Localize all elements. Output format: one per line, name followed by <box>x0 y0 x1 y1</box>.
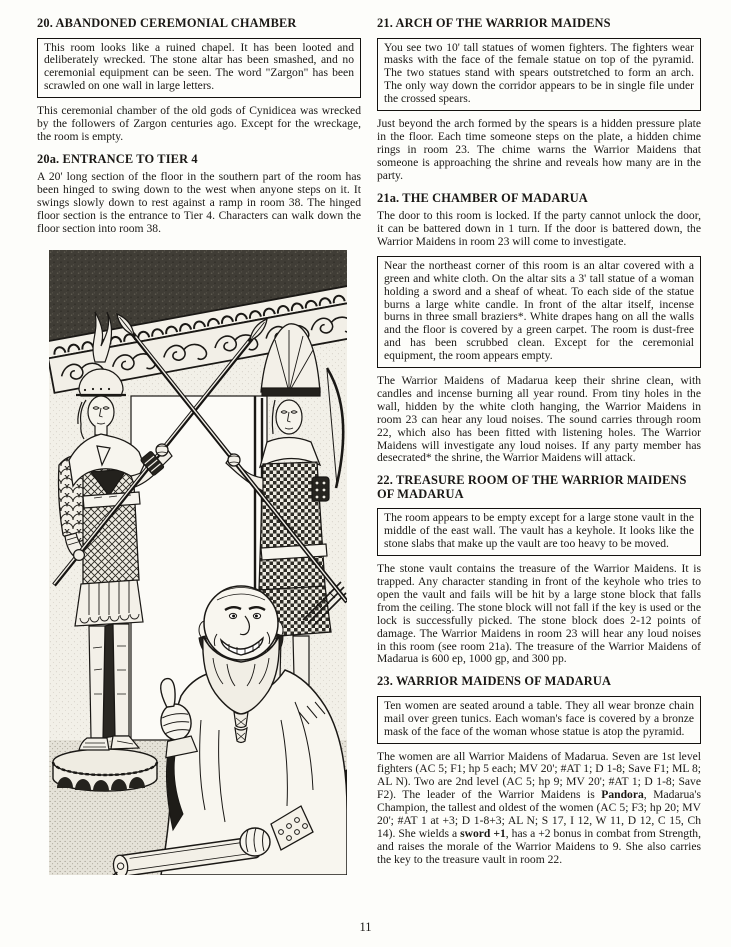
boxed-text: Near the northeast corner of this room is an altar covered with a green and white cloth. On the altar sits a 3' tall statue of a woman holding a sword and a sheaf of wheat. To each side of the statue burns a large white candle. In front of the altar itself, incense burns in three small braziers*. White drapes hang on all the walls and the floor is covered by a green carpet. The room is dust-free and has been scrubbed clean. Except for the ceremonial equipment, the room appears empty. <box>384 258 694 363</box>
section-heading-22: 22. TREASURE ROOM OF THE WARRIOR MAIDENS OF MADARUA <box>377 473 687 501</box>
left-column <box>37 16 361 875</box>
paragraph: The door to this room is locked. If the party cannot unlock the door, it can be battered down in 1 turn. If the door is battered down, the Warrior Maidens in room 23 will come to investigate. <box>377 209 701 248</box>
boxed-text: This room looks like a ruined chapel. It has been looted and deliberately wrecked. The stone altar has been smashed, and no ceremonial equipment can be seen. The word "Zargon" has been scrawled on one wall in large letters. <box>44 40 354 93</box>
boxed-read-aloud-20 <box>37 38 361 99</box>
paragraph: The stone vault contains the treasure of the Warrior Maidens. It is trapped. Any character standing in front of the keyhole who tries to open the vault and fails will be hit by a large stone block that falls from the ceiling. The stone block will not fall if the key is used or the lock is successfully picked. The stone block does 2-12 points of damage. The Warrior Maidens in room 23 will hear any loud noises in this room (see room 21a). The treasure of the Warrior Maidens of Madarua is 600 ep, 1000 gp, and 300 pp. <box>377 562 701 666</box>
paragraph: Just beyond the arch formed by the spears is a hidden pressure plate in the floor. Each time someone steps on the plate, a hidden chime rings in room 23. The chime warns the Warrior Maidens that someone is approaching the shrine and reveals how many are in the party. <box>377 117 701 182</box>
paragraph: A 20' long section of the floor in the southern part of the room has been hinged to swing down to the west when anyone steps on it. It swings slowly down to rest against a ramp in room 38. The hinged floor section is the entrance to Tier 4. Characters can walk down the floor section into room 38. <box>37 170 361 235</box>
illustration-warrior-maiden-arch <box>49 250 347 875</box>
section-heading-21a: 21a. THE CHAMBER OF MADARUA <box>377 190 588 205</box>
boxed-read-aloud-21 <box>377 38 701 112</box>
paragraph: The women are all Warrior Maidens of Madarua. Seven are 1st level fighters (AC 5; F1; hp 5 each; MV 20'; #AT 1; D 1-8; Save F1; ML 8; AL N). Two are 2nd level (AC 5; hp 9; MV 20'; #AT 1; D 1-8; Save F2). The leader of the Warrior Maidens is Pandora, Madarua's Champion, the tallest and oldest of the women (AC 5; F3; hp 20; MV 20'; #AT 1 at +3; D 1-8+3; AL N; S 17, I 12, W 11, D 12, C 15, Ch 14). She wields a sword +1, has a +2 bonus in combat from Strength, and raises the morale of the Warrior Maidens to 9. She also carries the key to the treasure vault in room 22. <box>377 749 702 866</box>
page-number: 11 <box>359 920 372 934</box>
right-column <box>377 16 701 875</box>
section-heading-20a: 20a. ENTRANCE TO TIER 4 <box>37 151 198 166</box>
boxed-text: The room appears to be empty except for a large stone vault in the middle of the east wall. The vault has a keyhole. It looks like the stone slabs that make up the vault are too heavy to be moved. <box>384 511 694 551</box>
section-heading-23: 23. WARRIOR MAIDENS OF MADARUA <box>377 674 612 689</box>
paragraph: This ceremonial chamber of the old gods of Cynidicea was wrecked by the followers of Zargon centuries ago. Except for the wreckage, the room is empty. <box>37 104 361 143</box>
boxed-read-aloud-21a <box>377 256 701 368</box>
boxed-read-aloud-23 <box>377 696 701 744</box>
boxed-text: Ten women are seated around a table. They all wear bronze chain mail over green tunics. Each woman's face is covered by a bronze mask of the face of the woman whose statue is atop the pyramid. <box>384 698 694 738</box>
section-heading-20: 20. ABANDONED CEREMONIAL CHAMBER <box>37 16 297 30</box>
section-heading-21: 21. ARCH OF THE WARRIOR MAIDENS <box>377 16 611 30</box>
statue-pedestal <box>53 749 157 791</box>
paragraph: The Warrior Maidens of Madarua keep their shrine clean, with candles and incense burning all year round. From tiny holes in the wall, hidden by the white cloth hanging, the Warrior Maidens in room 23 can hear any loud noises. The sound carries through room 22, which also has been fitted with listening holes. The Warrior Maidens will investigate any loud noises. If any party member has desecrated* the shrine, the Warrior Maidens will attack. <box>377 374 701 465</box>
boxed-text: You see two 10' tall statues of women fighters. The fighters wear masks with the face of the female statue on top of the pyramid. The two statues stand with spears outstretched to form an arch. The only way down the corridor appears to be in single file under the crossed spears. <box>384 40 694 106</box>
boxed-read-aloud-22 <box>377 508 701 556</box>
